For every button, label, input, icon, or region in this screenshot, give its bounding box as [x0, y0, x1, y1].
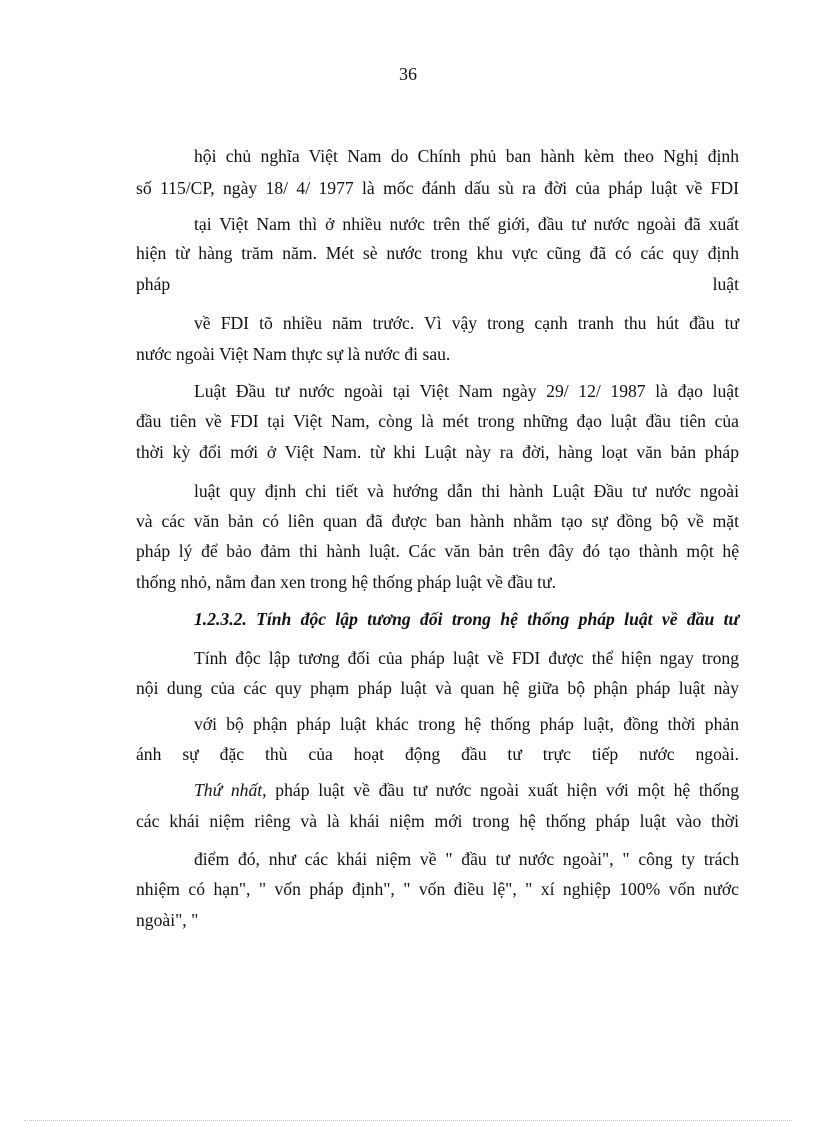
text-line: nhiệm có hạn", " vốn pháp định", " vốn điều lệ", " xí nghiệp 100% vốn nước — [136, 879, 739, 899]
text-segment: pháp luật về đầu tư nước ngoài xuất hiện với một hệ thống — [266, 780, 739, 800]
text-line: thời kỳ đổi mới ở Việt Nam. từ khi Luật này ra đời, hàng loạt văn bản pháp — [136, 442, 739, 462]
emphasis-text: Thứ nhất, — [194, 780, 267, 800]
text-line: với bộ phận pháp luật khác trong hệ thống pháp luật, đồng thời phản — [194, 714, 739, 734]
text-line: đầu tiên về FDI tại Việt Nam, còng là mét trong những đạo luật đầu tiên của — [136, 411, 739, 431]
page-bottom-divider — [24, 1120, 792, 1121]
text-line: số 115/CP, ngày 18/ 4/ 1977 là mốc đánh dấu sù ra đời của pháp luật về FDI — [136, 178, 739, 198]
text-line: Luật Đầu tư nước ngoài tại Việt Nam ngày 29/ 12/ 1987 là đạo luật — [194, 381, 739, 401]
text-line: tại Việt Nam thì ở nhiều nước trên thế giới, đầu tư nước ngoài đã xuất — [194, 214, 739, 234]
text-line: các khái niệm riêng và là khái niệm mới trong hệ thống pháp luật vào thời — [136, 811, 739, 831]
text-line: nước ngoài Việt Nam thực sự là nước đi sau. — [136, 344, 451, 364]
text-line: hiện từ hàng trăm năm. Mét sè nước trong khu vực cũng đã có các quy định — [136, 243, 739, 263]
text-line: về FDI tõ nhiều năm trước. Vì vậy trong cạnh tranh thu hút đầu tư — [194, 313, 739, 333]
text-line: ngoài", " — [136, 910, 199, 930]
text-word: pháp — [136, 274, 171, 294]
text-line-split — [136, 273, 739, 295]
text-word: luật — [712, 274, 739, 294]
text-line: và các văn bản có liên quan đã được ban hành nhằm tạo sự đồng bộ về mặt — [136, 511, 739, 531]
text-line: hội chủ nghĩa Việt Nam do Chính phủ ban hành kèm theo Nghị định — [194, 146, 739, 166]
text-line: ánh sự đặc thù của hoạt động đầu tư trực tiếp nước ngoài. — [136, 744, 739, 764]
text-line: luật quy định chi tiết và hướng dẫn thi hành Luật Đầu tư nước ngoài — [194, 481, 739, 501]
text-line: pháp lý để bảo đảm thi hành luật. Các văn bản trên đây đó tạo thành một hệ — [136, 541, 739, 561]
text-line: nội dung của các quy phạm pháp luật và quan hệ giữa bộ phận pháp luật này — [136, 678, 739, 698]
text-line — [194, 779, 739, 801]
page-number: 36 — [399, 64, 417, 84]
text-line: điểm đó, như các khái niệm về " đầu tư nước ngoài", " công ty trách — [194, 849, 739, 869]
text-line: Tính độc lập tương đối của pháp luật về FDI được thể hiện ngay trong — [194, 648, 739, 668]
section-heading: 1.2.3.2. Tính độc lập tương đối trong hệ thống pháp luật về đầu tư — [194, 609, 739, 629]
text-line: thống nhỏ, nằm đan xen trong hệ thống pháp luật về đầu tư. — [136, 572, 556, 592]
